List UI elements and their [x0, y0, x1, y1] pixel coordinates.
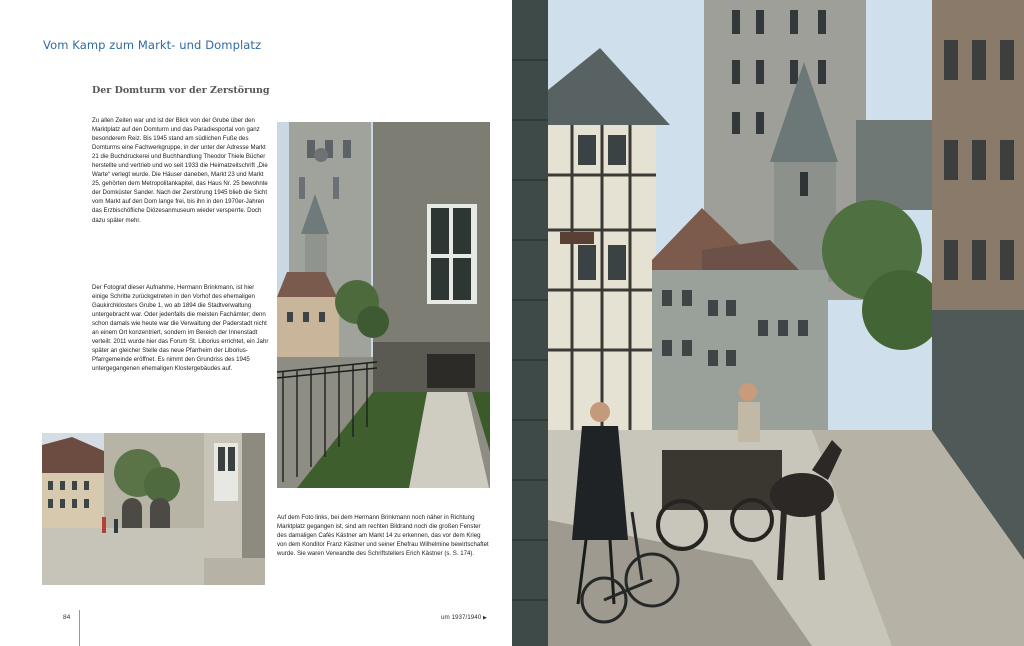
paragraph-1-text: Zu allen Zeiten war und ist der Blick von der Grube über den Marktplatz auf den Domturm und das Paradiesportal von ganz besonderem Reiz. Bis 1945 stand am südlichen Fuße des Domturms eine Fachwerkgruppe, in der unter der Adresse Markt 21 die Buchdruckerei und Buchhandlung Theodor Thiele Bücher herstellte und vertrieb und wo seit 1933 die Heimatzeitschrift „Die Warte“ verlegt wurde. Die Häuser daneben, Markt 23 und Markt 25, gehörten dem Metropolitankapitel, das Haus Nr. 25 bewohnte der Domküster Sander. Nach der Zerstörung 1945 blieb die Sicht vom Markt auf den Dom lange frei, bis ihn in den 1970er-Jahren das Erzbischöfliche Diözesanmuseum wieder versperrte. Doch dazu später mehr.: [92, 117, 268, 224]
paragraph-2-text: Der Fotograf dieser Aufnahme, Hermann Brinkmann, ist hier einige Schritte zurückgetreten in den Vorhof des ehemaligen Gaukirchklosters Grube 1, wo ab 1894 die Stadtverwaltung untergebracht war. Oder jedenfalls die meisten Fachämter; denn schon damals wie heute war die Verwaltung der Paderstadt nicht an einem Ort konzentriert, sondern im Bereich der Innenstadt verteilt. 2011 wurde hier das Forum St. Liborius errichtet, ein Jahr später an gleicher Stelle das neue Pfarrheim der Liborius-Pfarrgemeinde eröffnet. Es nimmt den Grundriss des 1945 untergegangenen ehemaligen Klostergebäudes auf.: [92, 284, 269, 373]
page-number: 84: [63, 614, 71, 621]
section-heading: Der Domturm vor der Zerstörung: [92, 85, 270, 96]
market-square-photo: [42, 433, 265, 585]
body-paragraph-1: [92, 116, 270, 225]
triangle-right-icon: ▶: [483, 615, 487, 621]
body-paragraph-2: [92, 283, 270, 373]
cathedral-tower-photo: [277, 122, 490, 488]
right-page-credit-text: um 1937/1940: [441, 614, 482, 621]
chapter-title: Vom Kamp zum Markt- und Domplatz: [43, 38, 262, 52]
right-page-credit: [441, 614, 487, 621]
caption-text: Auf dem Foto links, bei dem Hermann Brinkmann noch näher in Richtung Marktplatz gegangen ist, sind am rechten Bildrand noch die großen Fenster des damaligen Cafés Kästner am Markt 14 zu erkennen, das vor dem Krieg von dem Konditor Franz Kästner und seiner Ehefrau Wilhelmine bewirtschaftet wurde. Sie waren Verwandte des Schriftstellers Erich Kästner (s. S. 174).: [277, 514, 489, 558]
photo-caption: [277, 513, 492, 558]
street-scene-photo: [512, 0, 1024, 646]
page-number-rule: [79, 610, 80, 646]
